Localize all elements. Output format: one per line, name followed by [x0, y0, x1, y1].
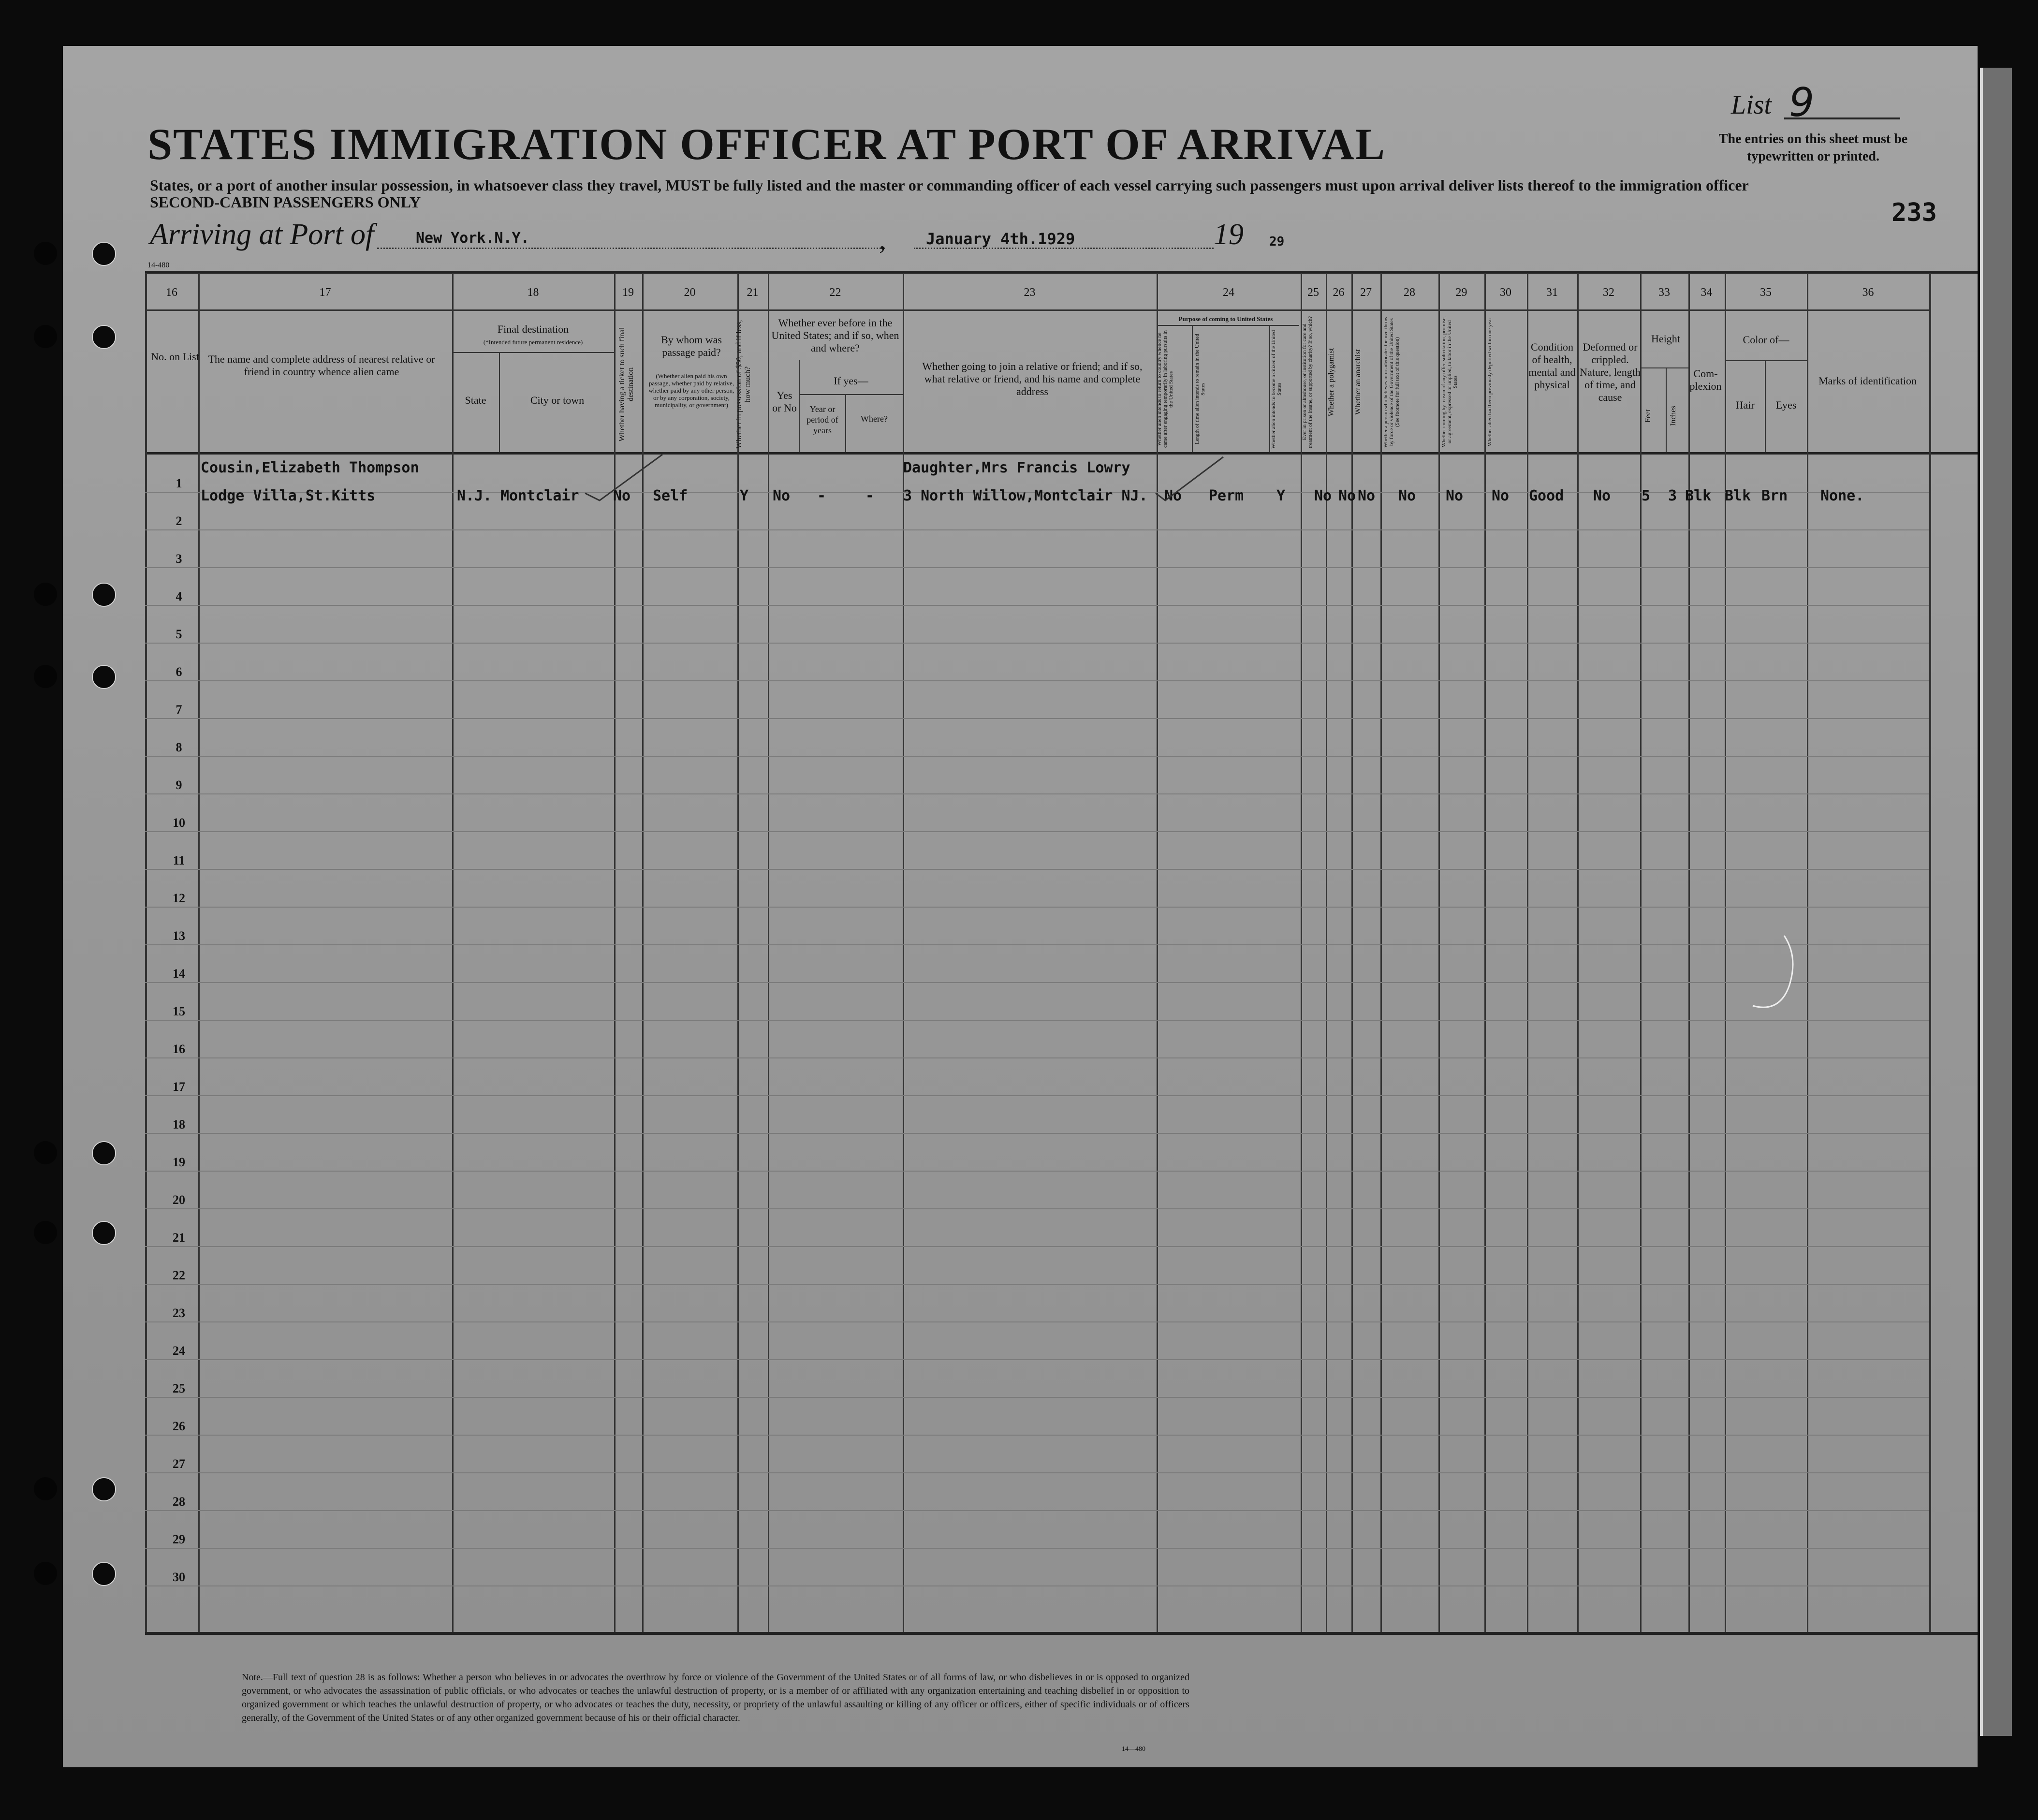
row-number: 6 [176, 665, 182, 679]
row-number: 4 [176, 589, 182, 603]
header-deported: Whether alien had been previously deported within one year [1487, 318, 1493, 446]
binder-hole [34, 583, 57, 606]
header-offer: Whether coming by reason of any offer, solicitation, promise, or agreement, expressed or implied, to labor in the United States [1441, 316, 1458, 448]
row-number: 11 [173, 853, 185, 867]
row-rule [145, 1133, 1929, 1134]
row-number: 27 [173, 1457, 185, 1471]
anarchist-value: No [1358, 487, 1376, 504]
row-rule [145, 1510, 1929, 1511]
row-number: 19 [173, 1155, 185, 1169]
year-divider [845, 394, 846, 452]
header-no-on-list: No. on List [151, 351, 199, 363]
form-code: 14-480 [147, 261, 170, 269]
header-feet: Feet [1644, 409, 1652, 423]
row-rule [145, 1359, 1929, 1360]
row-number: 12 [173, 891, 185, 905]
header-if-yes: If yes— [834, 375, 868, 387]
destination-state: N.J. [457, 487, 492, 504]
row-number: 13 [173, 929, 185, 943]
handwritten-mark [1750, 928, 1813, 1015]
polygamist-value: No [1338, 487, 1356, 504]
binder-hole [34, 325, 57, 348]
row-number: 25 [173, 1381, 185, 1395]
relative-name: Cousin,Elizabeth Thompson [201, 459, 419, 476]
column-number: 27 [1360, 286, 1372, 299]
year-suffix: 29 [1269, 235, 1285, 249]
row-rule [145, 1548, 1929, 1549]
row-number: 29 [173, 1532, 185, 1546]
row-rule [145, 1057, 1929, 1058]
row-rule [145, 567, 1929, 568]
list-label: List [1731, 90, 1772, 120]
binder-hole [92, 1477, 116, 1501]
column-number: 31 [1546, 286, 1558, 299]
column-number: 34 [1701, 286, 1713, 299]
marks-value: None. [1820, 487, 1864, 504]
column-rule [737, 273, 739, 1632]
header-purpose: Purpose of coming to United States [1178, 315, 1273, 323]
header-before-in-us: Whether ever before in the United States; and if so, when and where? [771, 317, 899, 354]
row-rule [145, 718, 1929, 719]
header-where: Where? [861, 414, 888, 424]
arrival-port: New York.N.Y. [416, 230, 529, 247]
row-rule [145, 982, 1929, 983]
row-number: 10 [173, 816, 185, 830]
header-year: Year or period of years [806, 404, 838, 435]
column-rule [145, 273, 147, 1632]
column-number: 32 [1603, 286, 1614, 299]
destination-city: Montclair [500, 487, 579, 504]
row-rule [145, 1246, 1929, 1247]
header-city: City or town [530, 394, 585, 406]
passenger-class: SECOND-CABIN PASSENGERS ONLY [150, 193, 421, 211]
row-number: 8 [176, 740, 182, 754]
binder-hole [92, 1141, 116, 1165]
deported-value: No [1492, 487, 1510, 504]
row-rule [145, 1095, 1929, 1096]
header-citizen: Whether alien intends to become a citizen of the United States [1271, 330, 1282, 449]
column-rule [1380, 273, 1382, 1632]
binder-hole [34, 665, 57, 688]
header-marks: Marks of identification [1818, 375, 1917, 387]
column-number: 29 [1455, 286, 1467, 299]
header-complexion: Com- plexion [1689, 367, 1722, 392]
row-rule [145, 1397, 1929, 1398]
column-rule [1484, 273, 1486, 1632]
column-number: 25 [1307, 286, 1319, 299]
column-number: 20 [684, 286, 696, 299]
row-number: 1 [176, 476, 182, 490]
column-rule [1577, 273, 1579, 1632]
column-rule [1527, 273, 1528, 1632]
prison-value: No [1314, 487, 1332, 504]
header-return: Whether alien intends to return to country whence he came after engaging temporarily in laboring pursuits in the United States [1157, 330, 1174, 448]
handwritten-checkmark [1151, 450, 1228, 503]
binder-hole [34, 1477, 57, 1500]
length-value: Perm [1209, 487, 1244, 504]
row-number: 28 [173, 1495, 185, 1509]
header-length: Length of time alien intends to remain in the United States [1194, 334, 1206, 445]
arrival-date: January 4th.1929 [926, 230, 1075, 248]
relative-address: Lodge Villa,St.Kitts [201, 487, 376, 504]
header-overthrow: Whether a person who believes in or advocates the overthrow by force or violence of the Government of the United States (See footnote for full text of this question) [1383, 316, 1400, 448]
row-number: 24 [173, 1344, 185, 1358]
destination-divider [499, 352, 500, 452]
comma: , [879, 225, 886, 255]
overthrow-value: No [1398, 487, 1416, 504]
join-relative-name: Daughter,Mrs Francis Lowry [903, 459, 1130, 476]
column-rule [452, 273, 454, 1632]
row-rule [145, 1321, 1929, 1322]
column-number: 19 [622, 286, 634, 299]
row-number: 3 [176, 552, 182, 566]
height-divider [1666, 367, 1667, 452]
typewriter-instructions: The entries on this sheet must be typewritten or printed. [1718, 132, 1908, 164]
column-rule [1438, 273, 1440, 1632]
header-fifty-dollars: Whether in possession of $50, and if less, how much? [735, 320, 752, 449]
column-number: 16 [166, 286, 177, 299]
binder-hole [92, 242, 116, 266]
column-number: 22 [829, 286, 841, 299]
handwritten-checkmark [580, 450, 667, 503]
binder-hole [92, 1221, 116, 1245]
column-rule [1725, 273, 1726, 1632]
row-number: 30 [173, 1570, 185, 1584]
join-relative-address: 3 North Willow,Montclair NJ. [903, 487, 1148, 504]
purpose-divider-2 [1269, 325, 1270, 452]
column-number: 36 [1862, 286, 1874, 299]
paid-by-value: Self [653, 487, 688, 504]
row-rule [145, 1472, 1929, 1473]
row-rule [145, 869, 1929, 870]
hair-value: Blk [1725, 487, 1751, 504]
footnote-form-code: 14—480 [1122, 1746, 1145, 1753]
header-state: State [465, 394, 486, 406]
row-number: 17 [173, 1080, 185, 1094]
feet-value: 5 [1642, 487, 1651, 504]
color-subrule [1725, 360, 1807, 361]
column-rule [1640, 273, 1642, 1632]
row-number: 2 [176, 514, 182, 528]
table-bottom-border [145, 1632, 1978, 1635]
row-number: 9 [176, 778, 182, 792]
binder-hole [34, 1221, 57, 1244]
footnote-question-28: Note.—Full text of question 28 is as follows: Whether a person who believes in or advocates the overthrow by force or violence of the Government of the United States or of all forms of law, or who disbelieves in or is opposed to organized government, or who advocates the assassination of public officials, or who advocates or teaches the unlawful destruction of property, or is a member of or affiliated with any organization entertaining and teaching disbelief in or opposition to organized government or which teaches the unlawful destruction of property, or who advocates or teaches the duty, necessity, or propriety of the unlawful assaulting or killing of any officer or officers, either of specific individuals or of officers generally, of the Government of the United States or of any other organized government because of his or their official character. [242, 1672, 1189, 1723]
column-rule [1351, 273, 1353, 1632]
row-rule [145, 643, 1929, 644]
citizen-value: Y [1276, 487, 1286, 504]
health-value: Good [1529, 487, 1564, 504]
column-number: 30 [1500, 286, 1511, 299]
row-rule [145, 756, 1929, 757]
list-number: 9 [1789, 80, 1815, 126]
row-rule [145, 605, 1929, 606]
row-number: 22 [173, 1268, 185, 1282]
header-final-destination-note: (*Intended future permanent residence) [483, 338, 583, 346]
eyes-value: Brn [1761, 487, 1788, 504]
row-rule [145, 680, 1929, 681]
column-number: 33 [1658, 286, 1670, 299]
header-hair: Hair [1735, 399, 1755, 411]
form-title: STATES IMMIGRATION OFFICER AT PORT OF ARRIVAL [147, 119, 1386, 169]
header-relative-address: The name and complete address of nearest relative or friend in country whence alien came [208, 353, 435, 378]
column-number: 28 [1404, 286, 1415, 299]
row-number: 26 [173, 1419, 185, 1433]
header-bottom-border [145, 452, 1978, 455]
header-anarchist: Whether an anarchist [1354, 349, 1362, 415]
row-number: 5 [176, 627, 182, 641]
row-number: 23 [173, 1306, 185, 1320]
purpose-subrule [1157, 325, 1299, 326]
row-number: 14 [173, 967, 185, 981]
column-number: 23 [1024, 286, 1036, 299]
page-number: 233 [1891, 198, 1937, 227]
binder-hole [92, 665, 116, 689]
header-passage-note: (Whether alien paid his own passage, whether paid by relative, whether paid by any other person, or by any corporation, society, municipality, or government) [648, 372, 734, 409]
year-value: - [817, 487, 826, 504]
row-rule [145, 831, 1929, 832]
where-value: - [865, 487, 875, 504]
column-number: 21 [747, 286, 759, 299]
column-number-rule [145, 309, 1929, 311]
column-rule [1326, 273, 1327, 1632]
column-rule [1929, 273, 1931, 1632]
header-eyes: Eyes [1775, 399, 1797, 411]
row-rule [145, 907, 1929, 908]
row-number: 7 [176, 703, 182, 717]
ticket-value: No [613, 487, 631, 504]
header-final-destination: Final destination [497, 323, 569, 335]
column-number: 18 [527, 286, 539, 299]
inches-value: 3 [1668, 487, 1677, 504]
header-passage-paid: By whom was passage paid? [661, 334, 722, 358]
row-rule [145, 944, 1929, 945]
complexion-value: Blk [1685, 487, 1712, 504]
purpose-divider-1 [1192, 325, 1193, 452]
header-prison: Ever in prison or almshouse, or institution for care and treatment of the insane, or supported by charity? If so, which? [1302, 316, 1313, 448]
destination-subrule [452, 352, 614, 353]
row-rule [145, 1585, 1929, 1586]
row-number: 16 [173, 1042, 185, 1056]
row-rule [145, 1171, 1929, 1172]
header-polygamist: Whether a polygamist [1327, 348, 1335, 416]
binder-hole [92, 1562, 116, 1586]
color-divider [1765, 360, 1766, 452]
header-height: Height [1651, 333, 1680, 345]
ifyes-rule [799, 394, 903, 395]
header-yes-no: Yes or No [772, 389, 797, 414]
row-rule [145, 1208, 1929, 1209]
row-rule [145, 1284, 1929, 1285]
yesno-divider [799, 360, 800, 452]
column-number: 26 [1333, 286, 1345, 299]
binder-hole [92, 325, 116, 349]
right-edge-strip [1980, 68, 2012, 1736]
offer-value: No [1446, 487, 1464, 504]
row-number: 18 [173, 1117, 185, 1131]
deformed-value: No [1593, 487, 1611, 504]
row-number: 21 [173, 1231, 185, 1245]
arriving-label: Arriving at Port of [150, 218, 374, 251]
column-rule [1301, 273, 1302, 1632]
binder-hole [92, 583, 116, 607]
header-color: Color of— [1743, 334, 1789, 346]
height-subrule [1640, 367, 1690, 368]
header-deformed: Deformed or crippled. Nature, length of time, and cause [1580, 341, 1641, 403]
column-number: 24 [1223, 286, 1234, 299]
header-health: Condition of health, mental and physical [1528, 341, 1576, 391]
form-subtitle: States, or a port of another insular possession, in whatsoever class they travel, MUST be fully listed and the master or commanding officer of each vessel carrying such passengers must upon arrival deliver lists thereof to the immigration officer [150, 176, 1749, 194]
binder-hole [34, 242, 57, 265]
year-prefix: 19 [1214, 218, 1244, 251]
binder-hole [34, 1141, 57, 1164]
row-number: 15 [173, 1004, 185, 1018]
row-rule [145, 1435, 1929, 1436]
column-number: 17 [319, 286, 331, 299]
before-us-value: No [773, 487, 791, 504]
header-inches: Inches [1669, 406, 1677, 426]
table-top-border [145, 271, 1978, 274]
column-rule [198, 273, 200, 1632]
binder-hole [34, 1562, 57, 1585]
header-ticket: Whether having a ticket to such final destination [618, 327, 635, 442]
column-rule [1688, 273, 1690, 1632]
header-join-relative: Whether going to join a relative or friend; and if so, what relative or friend, and his name and complete address [922, 360, 1143, 397]
row-rule [145, 529, 1929, 530]
port-dotted-line [377, 248, 885, 249]
row-rule [145, 1020, 1929, 1021]
row-rule [145, 793, 1929, 794]
column-rule [768, 273, 769, 1632]
row-number: 20 [173, 1193, 185, 1207]
fifty-dollars-value: Y [740, 487, 749, 504]
return-value: No [1164, 487, 1182, 504]
column-rule [903, 273, 904, 1632]
column-number: 35 [1760, 286, 1772, 299]
